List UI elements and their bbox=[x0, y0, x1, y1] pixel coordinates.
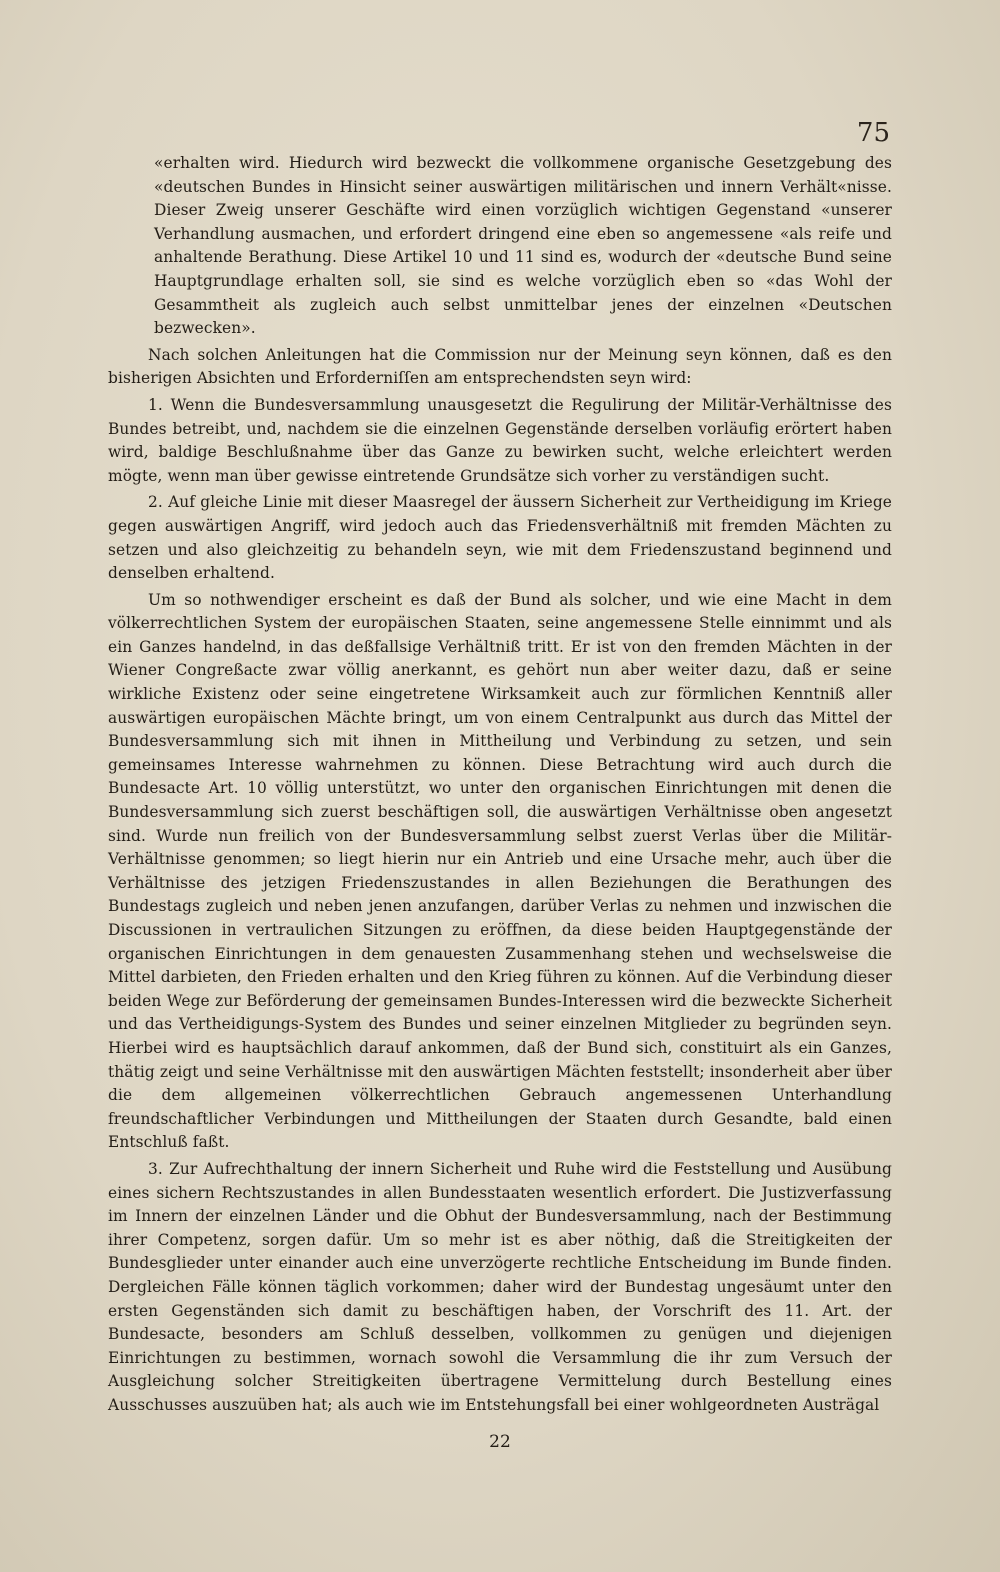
list-item-1: 1. Wenn die Bundesversammlung unausgesetzt die Regulirung der Militär-Verhältnisse des Bundes betreibt, und, nachdem sie die einzelnen Gegenstände derselben vorläufig erörtert haben wird, baldige Beschlußnahme über das Ganze zu bewirken sucht, welche erleichtert werden mögte, wenn man über gewisse eintretende Grundsätze sich vorher zu verständigen sucht. bbox=[108, 395, 892, 485]
page-number: 75 bbox=[856, 118, 890, 148]
signature-mark: 22 bbox=[489, 1432, 511, 1452]
paragraph-intro: Nach solchen Anleitungen hat die Commission nur der Meinung seyn können, daß es den bisherigen Absichten und Erforderniſſen am entsprechendsten seyn wird: bbox=[108, 345, 892, 388]
body-text bbox=[108, 152, 892, 1420]
list-item-3: 3. Zur Aufrechthaltung der innern Sicherheit und Ruhe wird die Feststellung und Ausübung eines sichern Rechtszustandes in allen Bundesstaaten wesentlich erfordert. Die Justizverfassung im Innern der einzelnen Länder und die Obhut der Bundesversammlung, nach der Bestimmung ihrer Competenz, sorgen dafür. Um so mehr ist es aber nöthig, daß die Streitigkeiten der Bundesglieder unter einander auch eine unverzögerte rechtliche Entscheidung im Bunde finden. Dergleichen Fälle können täglich vorkommen; daher wird der Bundestag ungesäumt unter den ersten Gegenständen sich damit zu beschäftigen haben, der Vorschrift des 11. Art. der Bundesacte, besonders am Schluß desselben, vollkommen zu genügen und diejenigen Einrichtungen zu bestimmen, wornach sowohl die Versammlung die ihr zum Versuch der Ausgleichung solcher Streitigkeiten übertragene Vermittelung durch Bestellung eines Ausschusses auszuüben hat; als auch wie im Entstehungsfall bei einer wohlgeordneten Austrägal bbox=[108, 1159, 892, 1414]
list-item-2: 2. Auf gleiche Linie mit dieser Maasregel der äussern Sicherheit zur Vertheidigung im Kriege gegen auswärtigen Angriff, wird jedoch auch das Friedensverhältniß mit fremden Mächten zu setzen und also gleichzeitig zu behandeln seyn, wie mit dem Friedenszustand beginnend und denselben erhaltend. bbox=[108, 493, 892, 583]
quoted-paragraph: «erhalten wird. Hiedurch wird bezweckt die vollkommene organische Gesetzgebung des «deutschen Bundes in Hinsicht seiner auswärtigen militärischen und innern Verhält«nisse. Dieser Zweig unserer Geschäfte wird einen vorzüglich wichtigen Gegenstand «unserer Verhandlung ausmachen, und erfordert dringend eine eben so angemessene «als reife und anhaltende Berathung. Diese Artikel 10 und 11 sind es, wodurch der «deutsche Bund seine Hauptgrundlage erhalten soll, sie sind es welche vorzüglich eben so «das Wohl der Gesammtheit als zugleich auch selbst unmittelbar jenes der einzelnen «Deutschen bezwecken». bbox=[154, 154, 892, 338]
paragraph-bund: Um so nothwendiger erscheint es daß der Bund als solcher, und wie eine Macht in dem völkerrechtlichen System der europäischen Staaten, seine angemessene Stelle einnimmt und als ein Ganzes handelnd, in das deßfallsige Verhältniß tritt. Er ist von den fremden Mächten in der Wiener Congreßacte zwar völlig anerkannt, es gehört nun aber weiter dazu, daß er seine wirkliche Existenz oder seine eingetretene Wirksamkeit auch zur förmlichen Kenntniß aller auswärtigen europäischen Mächte bringt, um von einem Centralpunkt aus durch das Mittel der Bundesversammlung sich mit ihnen in Mittheilung und Verbindung zu setzen, und sein gemeinsames Interesse wahrnehmen zu können. Diese Betrachtung wird auch durch die Bundesacte Art. 10 völlig unterstützt, wo unter den organischen Einrichtungen mit denen die Bundesversammlung sich zuerst beschäftigen soll, die auswärtigen Verhältnisse oben angesetzt sind. Wurde nun freilich von der Bundesversammlung selbst zuerst Verlas über die Militär-Verhältnisse genommen; so liegt hierin nur ein Antrieb und eine Ursache mehr, auch über die Verhältnisse des jetzigen Friedenszustandes in allen Beziehungen die Berathungen des Bundestags zugleich und neben jenen anzufangen, darüber Verlas zu nehmen und inzwischen die Discussionen in vertraulichen Sitzungen zu eröffnen, da diese beiden Hauptgegenstände der organischen Einrichtungen in dem genauesten Zusammenhang stehen und wechselsweise die Mittel darbieten, den Frieden erhalten und den Krieg führen zu können. Auf die Verbindung dieser beiden Wege zur Beförderung der gemeinsamen Bundes-Interessen wird die bezweckte Sicherheit und das Vertheidigungs-System des Bundes und seiner einzelnen Mitglieder zu begründen seyn. Hierbei wird es hauptsächlich darauf ankommen, daß der Bund sich, constituirt als ein Ganzes, thätig zeigt und seine Verhältnisse mit den auswärtigen Mächten feststellt; insonderheit aber über die dem allgemeinen völkerrechtlichen Gebrauch angemessenen Unterhandlung freundschaftlicher Verbindungen und Mittheilungen der Staaten durch Gesandte, bald einen Entschluß faßt. bbox=[108, 590, 892, 1152]
